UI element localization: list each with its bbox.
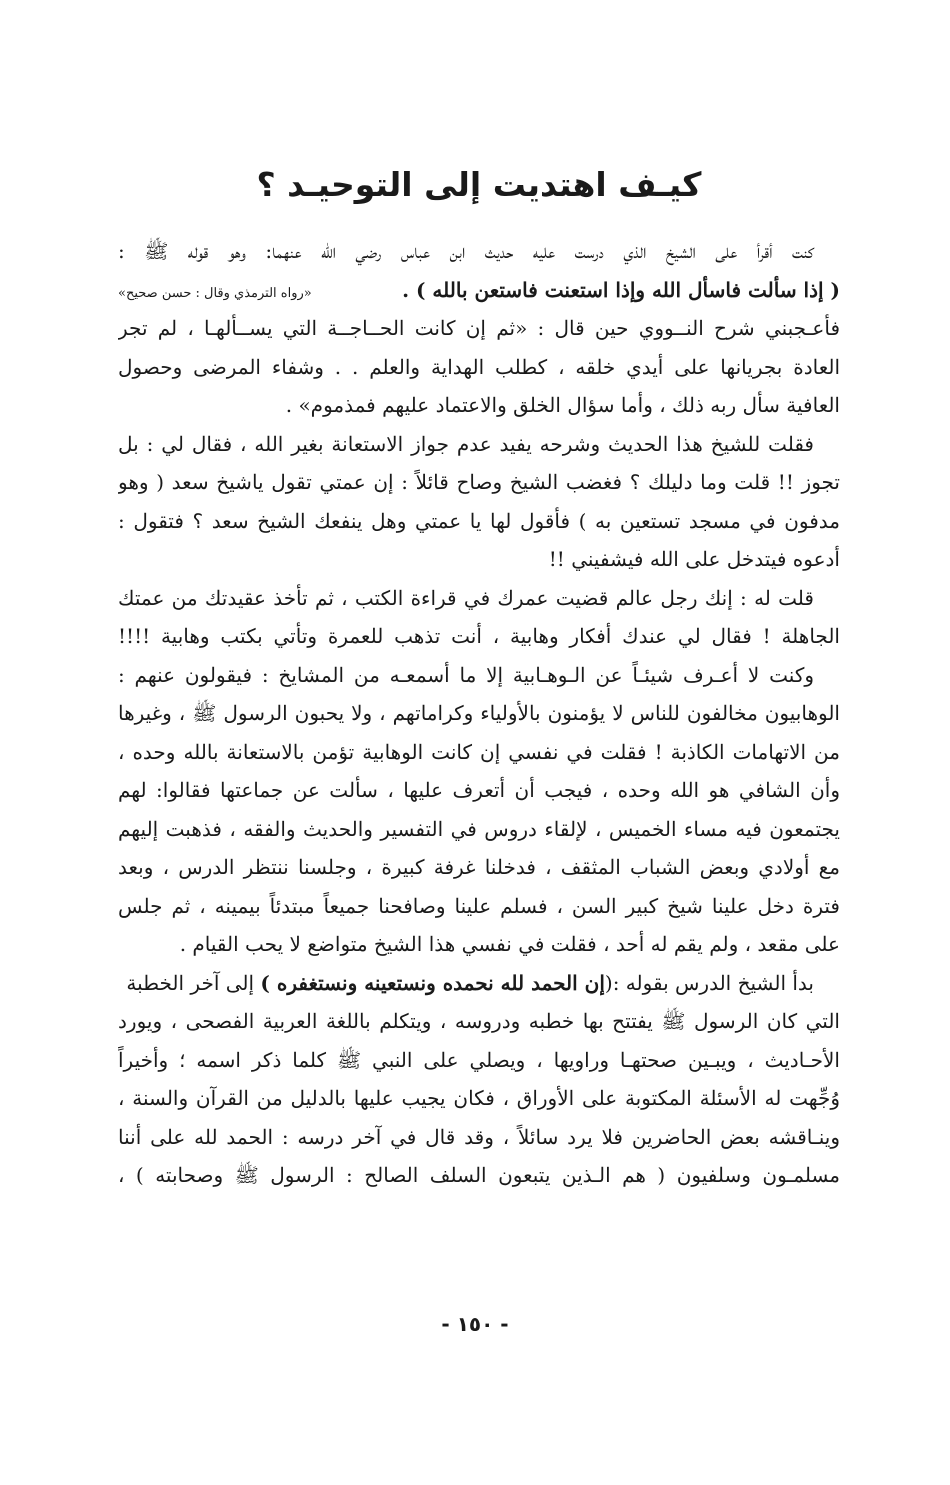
- text-line: من الاتهامات الكاذبة ! فقلت في نفسي إن كانت الوهابية تؤمن بالاستعانة بالله وحده ،: [118, 739, 840, 764]
- hadith-line: [118, 271, 840, 310]
- text-line: العادة بجريانها على أيدي خلقه ، كطلب الهداية والعلم . . وشفاء المرضى وحصول: [118, 354, 840, 379]
- page-title: كيـف اهتديت إلى التوحيـد ؟: [256, 165, 702, 204]
- text-line: على مقعد ، ولم يقم له أحد ، فقلت في نفسي هذا الشيخ متواضع لا يحب القيام .: [179, 932, 840, 956]
- text-line: [118, 964, 840, 1003]
- text-line: الوهابيون مخالفون للناس لا يؤمنون بالأولياء وكراماتهم ، ولا يحبون الرسول ﷺ ، وغيرها: [118, 701, 840, 725]
- paragraph-4: [118, 579, 840, 656]
- text-line: مدفون في مسجد تستعين به ) فأقول لها يا عمتي وهل ينفعك الشيخ سعد ؟ فتقول :: [118, 508, 840, 533]
- paragraph-6: [118, 964, 840, 1195]
- text-line: وينـاقشه بعض الحاضرين فلا يرد سائلاً ، وقد قال في آخر درسه : الحمد لله على أننا: [118, 1124, 840, 1149]
- text-line: كنت أقرأ على الشيخ الذي درست عليه حديث ابن عباس رضي الله عنهما: وهو قوله ﷺ :: [118, 239, 814, 263]
- text-segment: بدأ الشيخ الدرس بقوله :(: [604, 970, 814, 995]
- text-line: الأحـاديث ، ويبـين صحتهـا وراويها ، ويصلي على النبي ﷺ كلما ذكر اسمه ؛ وأخيراً: [118, 1047, 840, 1072]
- text-line: يجتمعون فيه مساء الخميس ، لإلقاء دروس في التفسير والحديث والفقه ، فذهبت إليهم: [118, 816, 840, 841]
- text-line: أدعوه فيتدخل على الله فيشفيني !!: [548, 547, 840, 571]
- bold-quote: إن الحمد لله نحمده ونستعينه ونستغفره ): [260, 970, 605, 995]
- text-line: وُجِّهت له الأسئلة المكتوبة على الأوراق ، فكان يجيب عليها بالدليل من القرآن والسنة ،: [118, 1086, 840, 1110]
- text-line: العافية سأل ربه ذلك ، وأما سؤال الخلق والاعتماد عليهم فمذموم» .: [285, 393, 840, 417]
- paragraph-2: [118, 309, 840, 425]
- text-line: مسلمـون وسلفيون ( هم الـذين يتبعون السلف الصالح : الرسول ﷺ وصحابته ) ،: [118, 1163, 840, 1187]
- paragraph-1: [118, 232, 840, 309]
- text-line: قلت له : إنك رجل عالم قضيت عمرك في قراءة الكتب ، ثم تأخذ عقيدتك من عمتك: [118, 585, 814, 610]
- hadith-reference: «رواه الترمذي وقال : حسن صحيح»: [118, 285, 312, 301]
- text-line: وكنت لا أعـرف شيئـاً عن الـوهـابية إلا ما أسمعـه من المشايخ : فيقولون عنهم :: [118, 662, 814, 687]
- paragraph-3: [118, 425, 840, 579]
- text-line: فترة دخل علينا شيخ كبير السن ، فسلم علينا وصافحنا جميعاً مبتدئاً بيمينه ، ثم جلس: [118, 893, 840, 918]
- hadith-quote: ( إذا سألت فاسأل الله وإذا استعنت فاستعن بالله ) .: [402, 277, 840, 302]
- paragraph-5: [118, 656, 840, 964]
- text-line: التي كان الرسول ﷺ يفتتح بها خطبه ودروسه ، ويتكلم باللغة العربية الفصحى ، ويورد: [118, 1009, 840, 1033]
- page-number: - ١٥٠ -: [441, 1312, 509, 1336]
- text-line: وأن الشافي هو الله وحده ، فيجب أن أتعرف عليها ، سألت عن جماعتها فقالوا: لهم: [118, 778, 840, 802]
- text-line: تجوز !! قلت وما دليلك ؟ فغضب الشيخ وصاح قائلاً : إن عمتي تقول ياشيخ سعد ( وهو: [118, 470, 840, 494]
- page-content: [118, 160, 840, 1195]
- text-line: الجاهلة ! فقال لي عندك أفكار وهابية ، أنت تذهب للعمرة وتأتي بكتب وهابية !!!!: [118, 624, 840, 648]
- text-line: فأعـجبني شرح النــووي حين قال : «ثم إن كانت الحــاجــة التي يســألهـا ، لم تجر: [118, 316, 840, 340]
- text-segment: إلى آخر الخطبة: [126, 970, 261, 995]
- text-line: فقلت للشيخ هذا الحديث وشرحه يفيد عدم جواز الاستعانة بغير الله ، فقال لي : بل: [118, 431, 814, 456]
- text-line: مع أولادي وبعض الشباب المثقف ، فدخلنا غرفة كبيرة ، وجلسنا ننتظر الدرس ، وبعد: [118, 855, 840, 879]
